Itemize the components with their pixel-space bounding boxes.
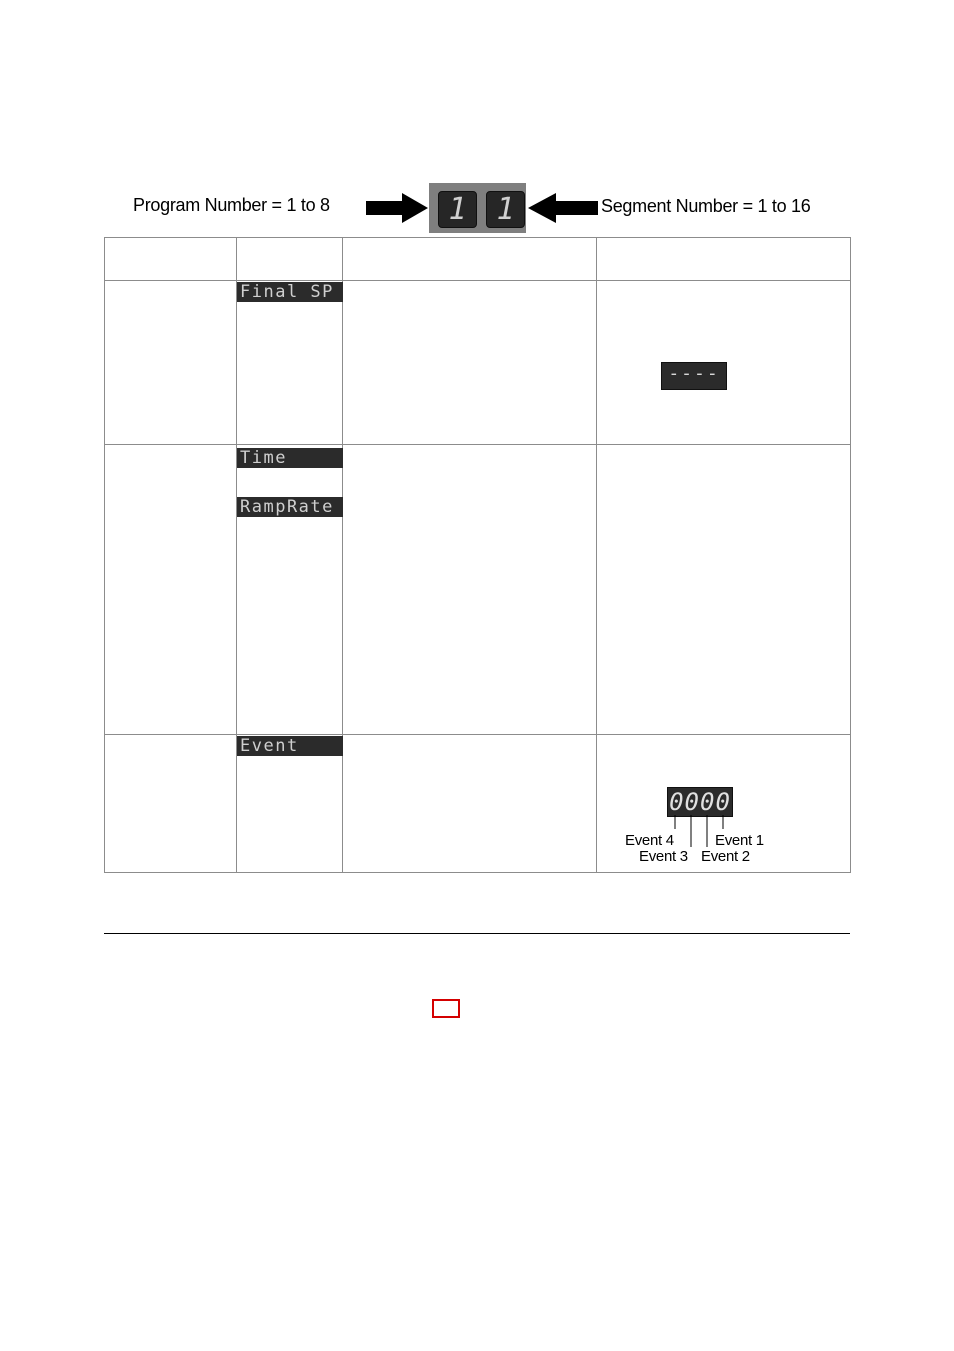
header-cell — [597, 238, 851, 281]
section-divider — [104, 933, 850, 934]
event-1-label: Event 1 — [715, 832, 764, 849]
table-cell — [237, 281, 343, 445]
table-cell — [105, 445, 237, 735]
event-digits-display: 0000 — [667, 787, 733, 817]
table-cell — [597, 735, 851, 873]
header-cell — [105, 238, 237, 281]
segment-parameter-table — [104, 237, 851, 873]
table-header-row — [105, 238, 851, 281]
program-segment-display — [429, 183, 526, 233]
final-sp-display: Final SP — [237, 282, 343, 302]
event-display: Event — [237, 736, 343, 756]
segment-digit: 1 — [486, 191, 525, 228]
event-2-label: Event 2 — [701, 848, 750, 865]
time-display: Time — [237, 448, 343, 468]
table-row — [105, 735, 851, 873]
program-digit: 1 — [438, 191, 477, 228]
table-cell — [105, 735, 237, 873]
table-cell — [237, 445, 343, 735]
table-cell — [343, 281, 597, 445]
table-row — [105, 445, 851, 735]
table-cell — [237, 735, 343, 873]
dashes-display: ---- — [661, 362, 727, 390]
table-cell — [343, 445, 597, 735]
ramp-rate-display: RampRate — [237, 497, 343, 517]
table-cell — [105, 281, 237, 445]
table-cell — [597, 445, 851, 735]
event-3-label: Event 3 — [639, 848, 688, 865]
event-4-label: Event 4 — [625, 832, 674, 849]
header-cell — [237, 238, 343, 281]
left-arrow-icon — [528, 193, 590, 223]
table-row — [105, 281, 851, 445]
table-cell — [597, 281, 851, 445]
program-number-label: Program Number = 1 to 8 — [133, 195, 330, 215]
table-cell — [343, 735, 597, 873]
red-marker-box — [432, 999, 460, 1018]
header-cell — [343, 238, 597, 281]
segment-number-label: Segment Number = 1 to 16 — [601, 196, 811, 216]
right-arrow-icon — [366, 193, 428, 223]
